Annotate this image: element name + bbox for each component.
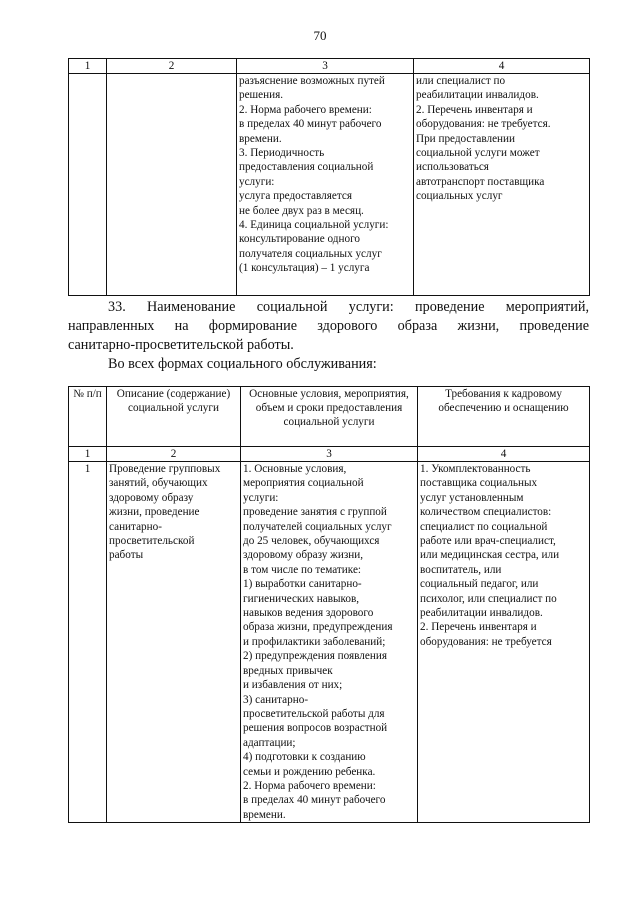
cell-line: реабилитации инвалидов. xyxy=(420,607,543,620)
cell-line: решения. xyxy=(239,89,284,102)
cell-line: При предоставлении xyxy=(416,132,516,145)
cell-line: Проведение групповых xyxy=(109,463,221,475)
row-number: 1 xyxy=(69,462,107,823)
cell-line: гигиенических навыков, xyxy=(243,592,360,605)
cell-line: семьи и рождению ребенка. xyxy=(243,765,376,778)
cell-line: или специалист по xyxy=(416,75,506,87)
empty-cell xyxy=(69,74,107,296)
requirements-cell xyxy=(418,462,590,823)
table-header-row xyxy=(69,387,590,447)
cell-line: здоровому образу xyxy=(109,491,194,504)
cell-line: поставщика социальных xyxy=(420,477,538,490)
cell-line: предоставления социальной xyxy=(239,161,374,174)
continuation-table xyxy=(68,58,590,296)
cell-line: получателя социальных услуг xyxy=(239,247,382,260)
cell-line: не более двух раз в месяц. xyxy=(239,204,364,217)
cell-line: 4) подготовки к созданию xyxy=(243,751,366,764)
cell-line: использоваться xyxy=(416,161,489,174)
cell-line: оборудования: не требуется. xyxy=(416,118,551,131)
cell-line: воспитатель, или xyxy=(420,563,502,576)
table-row xyxy=(69,462,590,823)
cell-line: 3) санитарно- xyxy=(243,693,309,706)
cell-line: в пределах 40 минут рабочего xyxy=(239,118,382,131)
requirements-cell xyxy=(414,74,590,296)
cell-line: в том числе по тематике: xyxy=(243,563,362,576)
cell-line: в пределах 40 минут рабочего xyxy=(243,794,386,807)
cell-line: работе или врач-специалист, xyxy=(420,535,556,548)
header-requirements: Требования к кадровому обеспечению и оснащению xyxy=(418,387,590,447)
cell-line: услуг установленным xyxy=(420,491,524,504)
cell-line: 3. Периодичность xyxy=(239,147,325,160)
cell-line: работы xyxy=(109,549,144,562)
empty-cell xyxy=(107,74,237,296)
column-number: 3 xyxy=(241,447,418,462)
cell-line: адаптации; xyxy=(243,736,296,749)
cell-line: социальных услуг xyxy=(416,190,503,203)
cell-line: (1 консультация) – 1 услуга xyxy=(239,262,370,275)
section-33-paragraph xyxy=(68,298,589,374)
cell-line: просветительской работы для xyxy=(243,707,385,720)
cell-line: или медицинская сестра, или xyxy=(420,549,560,562)
cell-line: автотранспорт поставщика xyxy=(416,175,545,188)
cell-line: социальной услуги может xyxy=(416,147,540,160)
cell-line: времени. xyxy=(239,132,282,145)
table-row xyxy=(69,74,590,296)
conditions-cell xyxy=(241,462,418,823)
cell-line: реабилитации инвалидов. xyxy=(416,89,539,102)
cell-line: 1. Укомплектованность xyxy=(420,463,531,475)
cell-line: 2. Перечень инвентаря и xyxy=(416,103,533,116)
paragraph-line: направленных на формирование здорового образа жизни, проведение xyxy=(68,318,589,334)
cell-line: услуги: xyxy=(243,491,279,504)
paragraph-line: санитарно-просветительской работы. xyxy=(68,337,294,353)
cell-line: 2) предупреждения появления xyxy=(243,650,387,663)
cell-line: и избавления от них; xyxy=(243,679,343,692)
column-number: 1 xyxy=(69,447,107,462)
cell-line: здоровому образу жизни, xyxy=(243,549,364,562)
column-number-row xyxy=(69,447,590,462)
cell-line: 1. Основные условия, xyxy=(243,463,347,475)
cell-line: решения вопросов возрастной xyxy=(243,722,388,735)
cell-line: получателей социальных услуг xyxy=(243,520,392,533)
column-number-row xyxy=(69,59,590,74)
cell-line: просветительской xyxy=(109,535,195,548)
cell-line: специалист по социальной xyxy=(420,520,548,533)
paragraph-line: 33. Наименование социальной услуги: проведение мероприятий, xyxy=(108,299,589,315)
cell-line: психолог, или специалист по xyxy=(420,592,557,605)
cell-line: 4. Единица социальной услуги: xyxy=(239,219,389,232)
subheading: Во всех формах социального обслуживания: xyxy=(108,356,377,372)
cell-line: до 25 человек, обучающихся xyxy=(243,535,380,548)
header-number: № п/п xyxy=(69,387,107,447)
cell-line: 2. Норма рабочего времени: xyxy=(239,103,372,116)
page-number: 70 xyxy=(313,28,327,43)
cell-line: консультирование одного xyxy=(239,233,360,246)
cell-line: жизни, проведение xyxy=(109,506,200,519)
cell-line: занятий, обучающих xyxy=(109,477,208,490)
services-table xyxy=(68,386,590,823)
cell-line: 2. Норма рабочего времени: xyxy=(243,779,376,792)
cell-line: санитарно- xyxy=(109,520,162,533)
column-number: 1 xyxy=(69,59,107,74)
column-number: 2 xyxy=(107,59,237,74)
column-number: 4 xyxy=(414,59,590,74)
header-conditions: Основные условия, мероприятия, объем и сроки предоставления социальной услуги xyxy=(241,387,418,447)
cell-line: вредных привычек xyxy=(243,664,333,677)
column-number: 2 xyxy=(107,447,241,462)
cell-line: навыков ведения здорового xyxy=(243,607,374,620)
cell-line: мероприятия социальной xyxy=(243,477,364,490)
cell-line: оборудования: не требуется xyxy=(420,635,552,648)
cell-line: и профилактики заболеваний; xyxy=(243,635,386,648)
cell-line: услуги: xyxy=(239,175,275,188)
cell-line: разъяснение возможных путей xyxy=(239,75,385,87)
cell-line: количеством специалистов: xyxy=(420,506,552,519)
conditions-cell xyxy=(237,74,414,296)
cell-line: 1) выработки санитарно- xyxy=(243,578,362,591)
cell-line: 2. Перечень инвентаря и xyxy=(420,621,537,634)
cell-line: образа жизни, предупреждения xyxy=(243,621,393,634)
cell-line: проведение занятия с группой xyxy=(243,506,387,519)
cell-line: времени. xyxy=(243,808,286,821)
header-description: Описание (содержание) социальной услуги xyxy=(107,387,241,447)
cell-line: услуга предоставляется xyxy=(239,190,352,203)
description-cell xyxy=(107,462,241,823)
column-number: 4 xyxy=(418,447,590,462)
cell-line: социальный педагог, или xyxy=(420,578,539,591)
column-number: 3 xyxy=(237,59,414,74)
